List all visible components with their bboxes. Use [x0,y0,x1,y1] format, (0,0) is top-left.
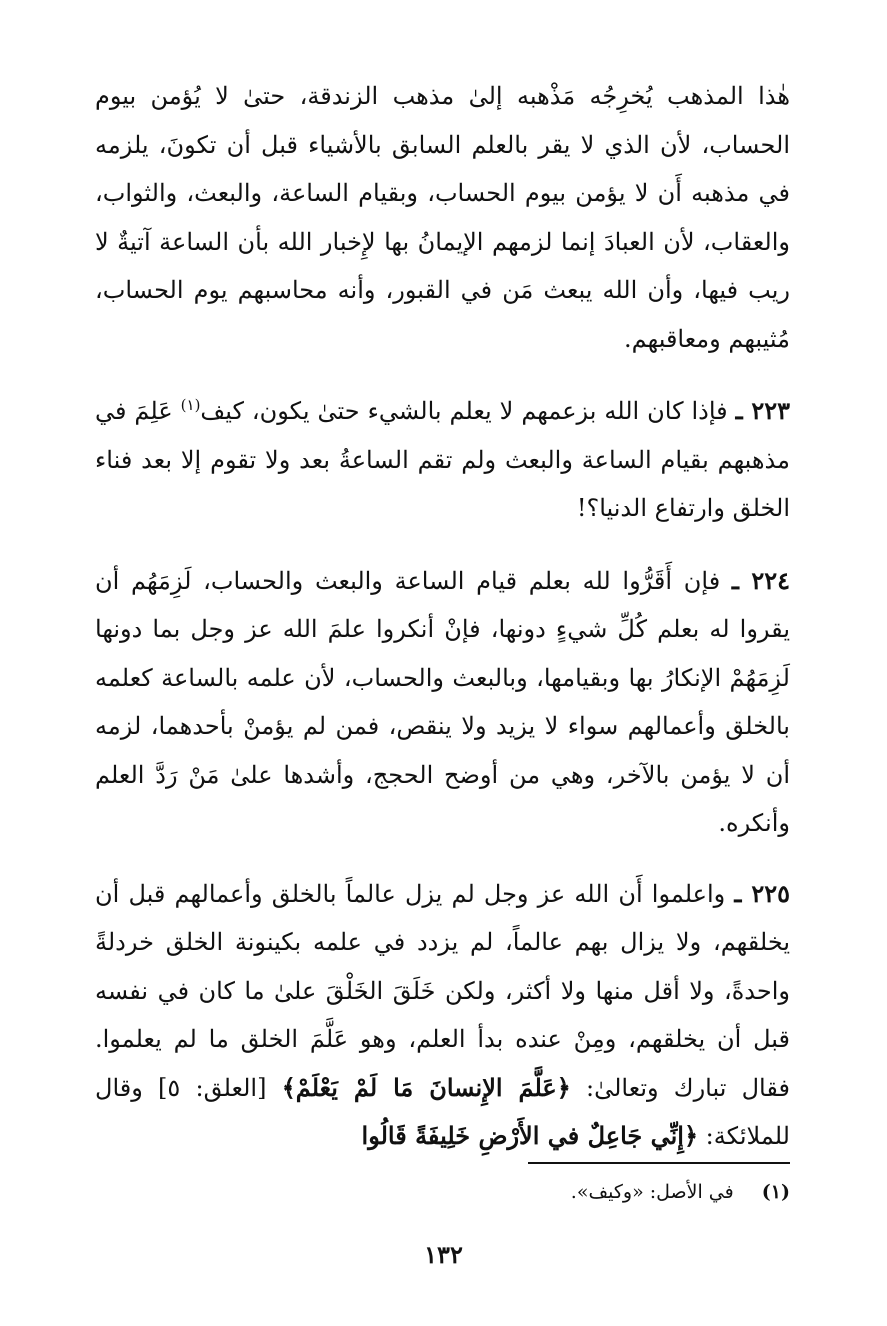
paragraph-number: ٢٢٥ ـ [734,878,790,908]
quran-verse: ﴿عَلَّمَ الإِنسانَ مَا لَمْ يَعْلَمْ﴾ [281,1072,571,1102]
paragraph-gap [95,363,790,387]
paragraph-gap [95,848,790,870]
paragraph-number: ٢٢٣ ـ [735,396,790,425]
footnote-text: في الأصل: «وكيف». [570,1181,734,1203]
quran-verse: ﴿إِنِّي جَاعِلٌ في الأَرْضِ خَلِيفَةً قَالُوا [361,1121,699,1150]
footnote-number: (١) [761,1181,790,1203]
footnote-marker[interactable]: (١) [180,396,201,414]
paragraph-223 [95,387,790,533]
footnote-separator [528,1162,790,1164]
paragraph-gap [95,533,790,557]
paragraph-continuation [95,72,790,363]
footnote [190,1178,790,1206]
page-number: ١٣٢ [424,1240,463,1269]
paragraph-text: عَلِمَ في مذهبهم بقيام الساعة والبعث ولم تقم الساعةُ بعد ولا تقوم إلا بعد فناء الخلق وارتفاع الدنيا؟! [95,397,790,522]
paragraph-225 [95,870,790,1161]
paragraph-text: واعلموا أَن الله عز وجل لم يزل عالماً بالخلق وأعمالهم قبل أن يخلقهم، ولا يزال بهم عالماً، لم يزدد في علمه بكينونة الخلق خردلةً واحدةً، ولا أقل منها ولا أكثر، ولكن خَلَقَ الخَلْقَ علىٰ ما كان في نفسه قبل أن يخلقهم، ومِنْ عنده بدأ العلم، وهو عَلَّمَ الخلق ما لم يعلموا. فقال تبارك وتعالىٰ: [95,879,790,1102]
paragraph-text: فإذا كان الله بزعمهم لا يعلم بالشيء حتىٰ يكون، كيف [200,397,728,425]
paragraph-number: ٢٢٤ ـ [731,565,790,595]
paragraph-text: فإن أَقَرُّوا لله بعلم قيام الساعة والبعث والحساب، لَزِمَهُم أن يقروا له بعلم كُلِّ شيءٍ دونها، فإنْ أنكروا علمَ الله عز وجل بما دونها لَزِمَهُمْ الإنكارُ بها وبقيامها، وبالبعث والحساب، لأن علمه بالساعة كعلمه بالخلق وأعمالهم سواء لا يزيد ولا ينقص، فمن لم يؤمنْ بأحدهما، لزمه أن لا يؤمن بالآخر، وهي من أوضح الحجج، وأشدها علىٰ مَنْ رَدَّ العلم وأنكره. [95,566,790,837]
paragraph-224 [95,557,790,848]
page-body [95,72,790,1161]
paragraph-text: هٰذا المذهب يُخرِجُه مَذْهبه إلىٰ مذهب الزندقة، حتىٰ لا يُؤمن بيوم الحساب، لأن الذي لا يقر بالعلم السابق بالأشياء قبل أن تكونَ، يلزمه في مذهبه أَن لا يؤمن بيوم الحساب، وبقيام الساعة، والبعث، والثواب، والعقاب، لأن العبادَ إنما لزمهم الإيمانُ بها لإِخبار الله بأن الساعة آتيةٌ لا ريب فيها، وأن الله يبعث مَن في القبور، وأنه محاسبهم يوم الحساب، مُثيبهم ومعاقبهم. [95,82,790,353]
verse-reference: [العلق: ٥] وقال للملائكة: [95,1073,790,1150]
